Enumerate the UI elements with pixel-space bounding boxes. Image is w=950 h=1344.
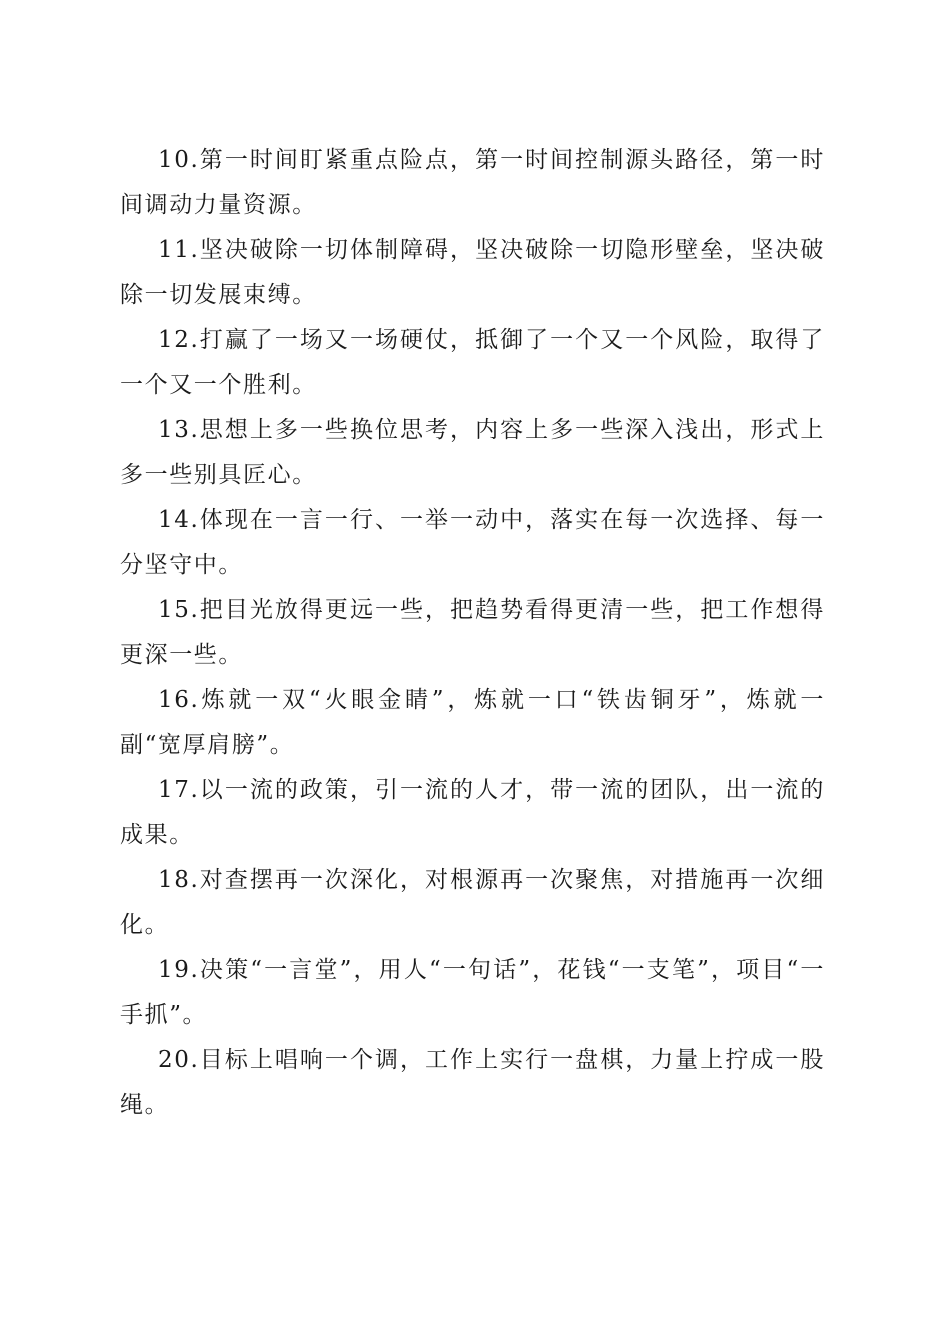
list-item-17: 17.以一流的政策，引一流的人才，带一流的团队，出一流的成果。 (120, 777, 825, 848)
list-item-19: 19.决策“一言堂”，用人“一句话”，花钱“一支笔”，项目“一手抓”。 (120, 957, 825, 1028)
list-item-11: 11.坚决破除一切体制障碍，坚决破除一切隐形壁垒，坚决破除一切发展束缚。 (120, 237, 825, 308)
list-item-18: 18.对查摆再一次深化，对根源再一次聚焦，对措施再一次细化。 (120, 867, 825, 938)
list-item-12: 12.打赢了一场又一场硬仗，抵御了一个又一个风险，取得了一个又一个胜利。 (120, 327, 825, 398)
list-item-10: 10.第一时间盯紧重点险点，第一时间控制源头路径，第一时间调动力量资源。 (120, 147, 825, 218)
list-item-16: 16.炼就一双“火眼金睛”，炼就一口“铁齿铜牙”，炼就一副“宽厚肩膀”。 (120, 687, 825, 758)
list-item-15: 15.把目光放得更远一些，把趋势看得更清一些，把工作想得更深一些。 (120, 597, 825, 668)
document-body (120, 138, 825, 1128)
list-item-14: 14.体现在一言一行、一举一动中，落实在每一次选择、每一分坚守中。 (120, 507, 825, 578)
list-item-13: 13.思想上多一些换位思考，内容上多一些深入浅出，形式上多一些别具匠心。 (120, 417, 825, 488)
list-item-20: 20.目标上唱响一个调，工作上实行一盘棋，力量上拧成一股绳。 (120, 1047, 825, 1118)
